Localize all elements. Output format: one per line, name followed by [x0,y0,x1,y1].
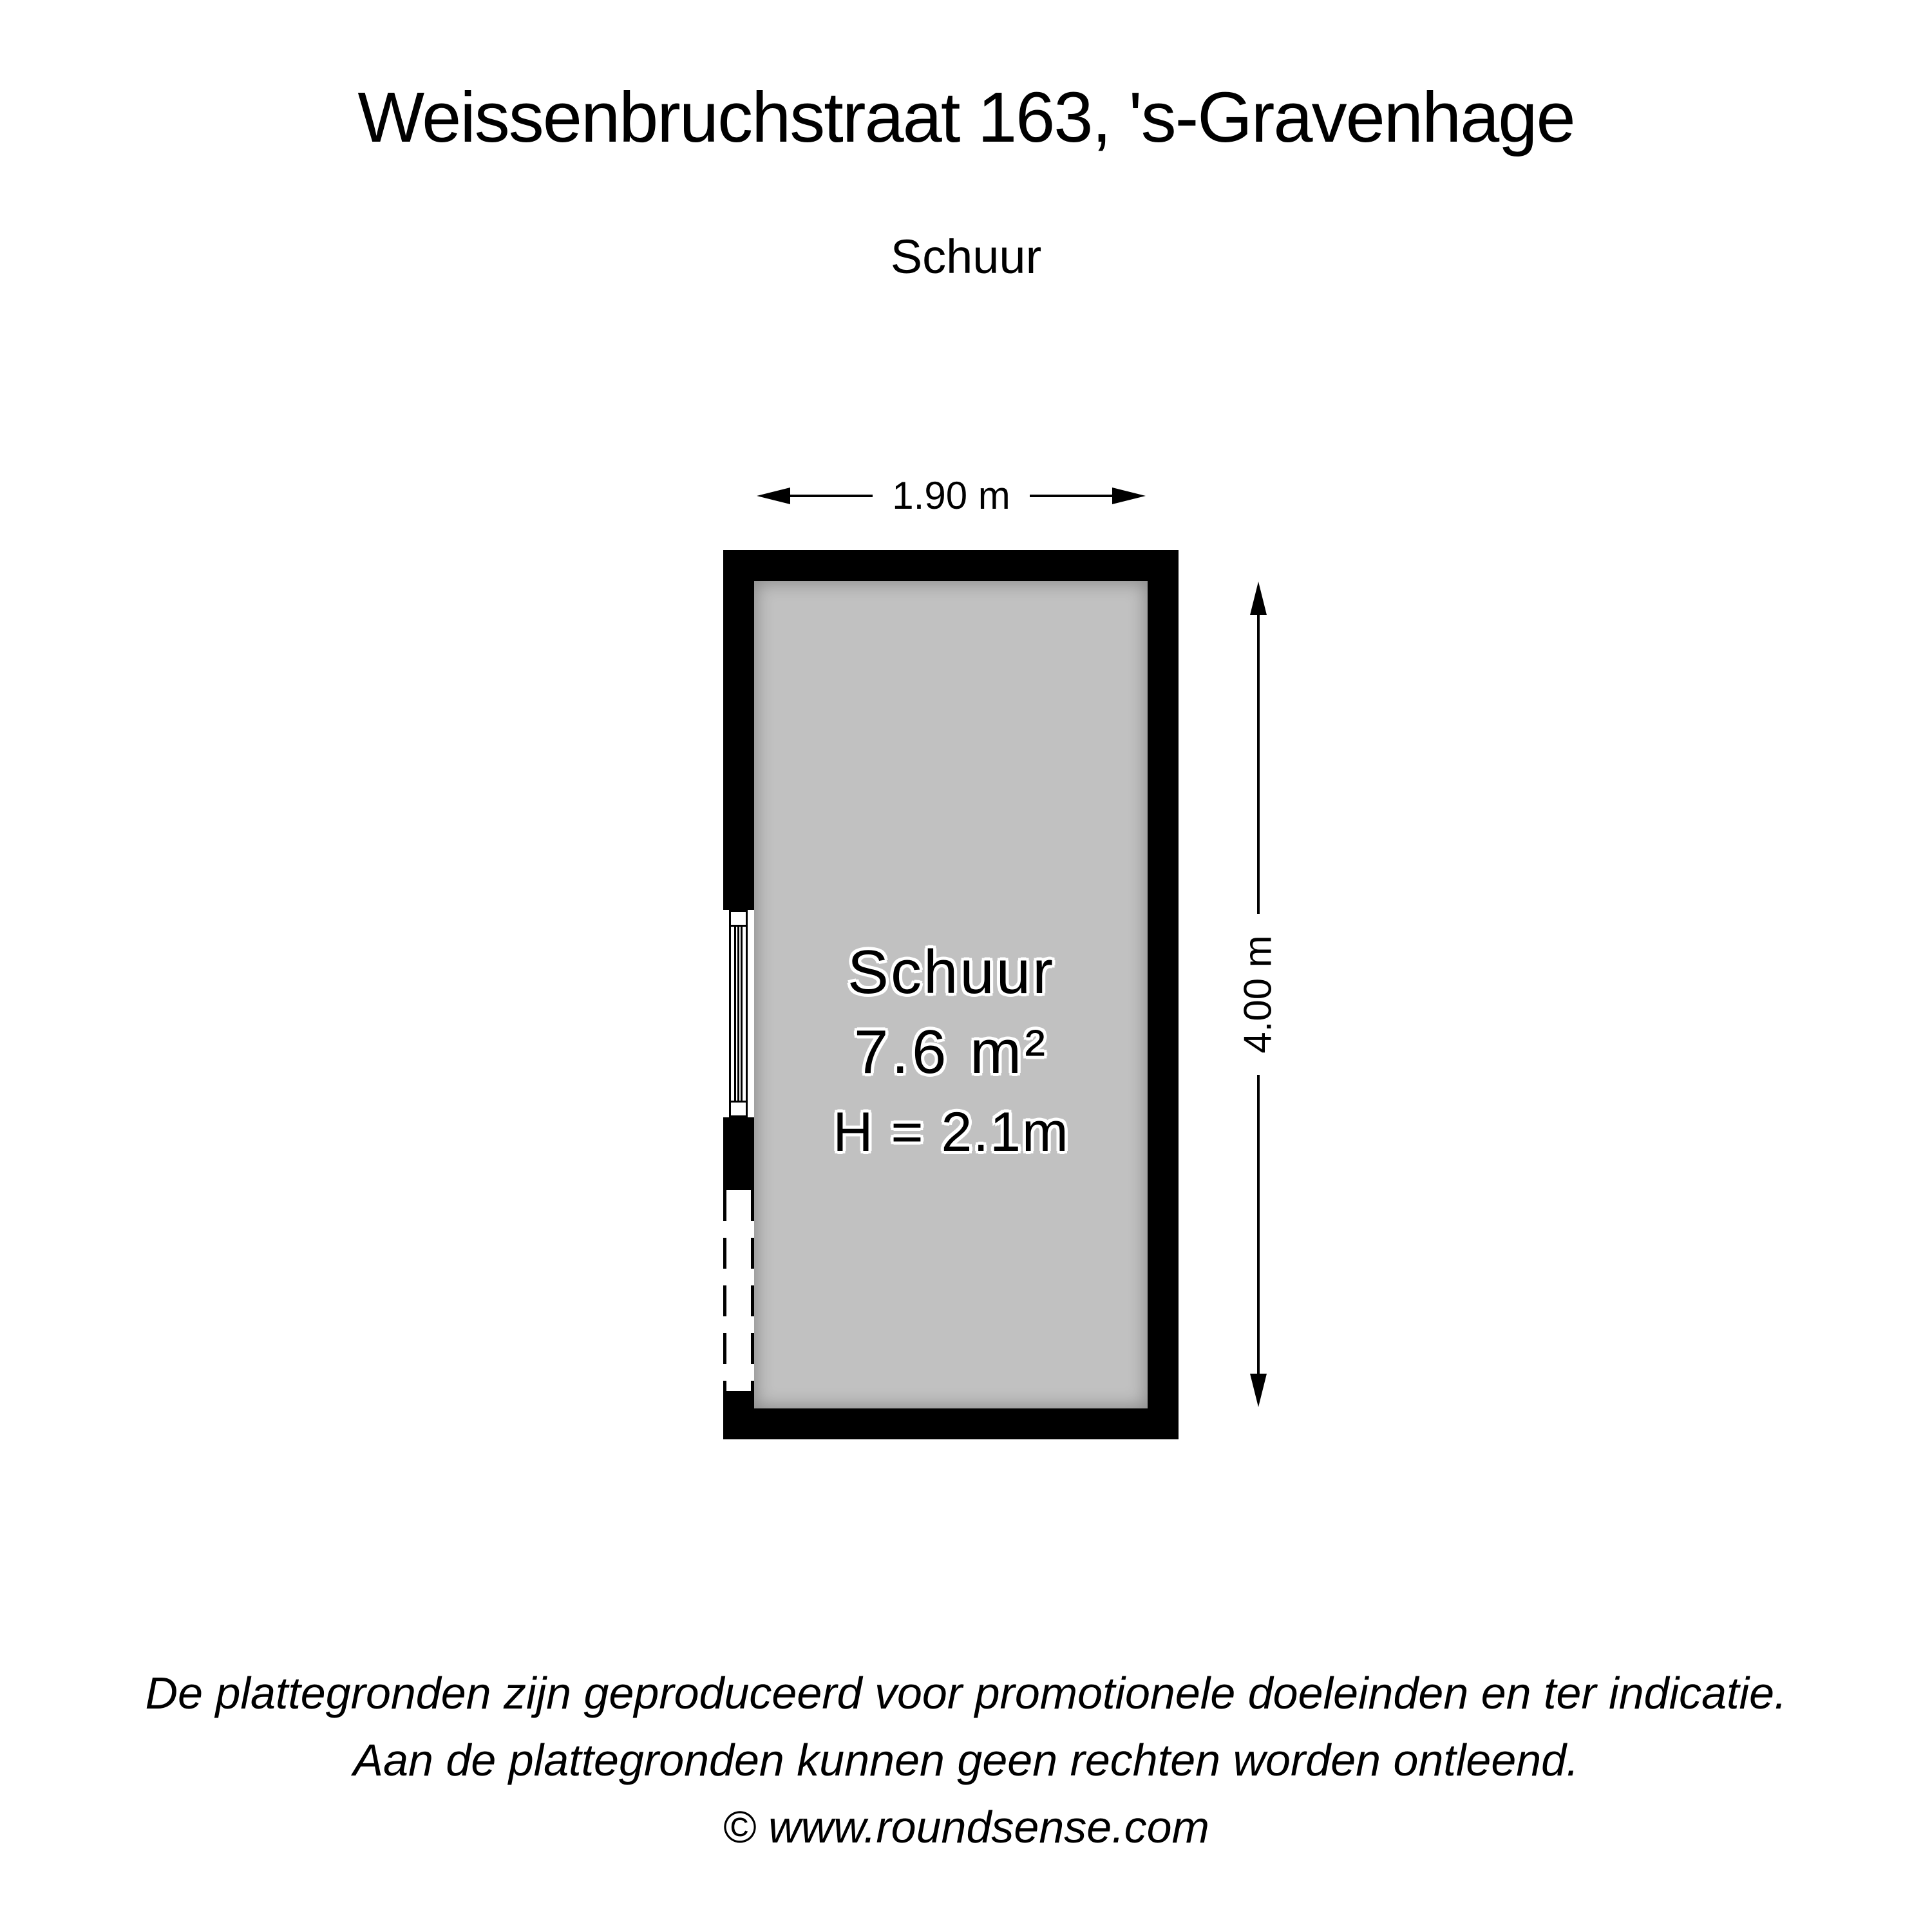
arrow-up-icon [1250,582,1267,615]
room-height-label: H = 2.1m [833,1101,1070,1163]
window-cap-bottom [731,1101,746,1115]
arrow-down-icon [1250,1374,1267,1407]
door-jamb-dashed-line [751,1190,754,1391]
height-dimension [1238,582,1279,1407]
width-dimension-label: 1.90 m [892,474,1010,517]
dimension-line [790,495,873,497]
room-label [833,933,1069,1172]
footer-line-2: Aan de plattegronden kunnen geen rechten worden ontleend. [353,1735,1579,1785]
height-dimension-label-box [1199,914,1317,1075]
door-opening-symbol [723,1190,754,1391]
window-symbol [723,910,754,1117]
window-cap-top [731,912,746,927]
window-mullion [741,926,743,1101]
dimension-line [1257,615,1260,914]
arrow-left-icon [757,488,790,504]
door-jamb-dashed-line [723,1190,726,1391]
page-title: Weissenbruchstraat 163, 's-Gravenhage [357,78,1575,157]
room-area-label: 7.6 m² [853,1018,1049,1086]
window-mullion [734,926,736,1101]
window-frame-icon [729,910,748,1117]
footer-line-1: De plattegronden zijn geproduceerd voor promotionele doeleinden en ter indicatie. [145,1668,1787,1718]
dimension-line [1030,495,1112,497]
dimension-line [1257,1075,1260,1374]
plan-subtitle: Schuur [890,230,1042,283]
window-mullion [737,926,739,1101]
footer-disclaimer [0,1660,1932,1861]
room-name-label: Schuur [847,938,1056,1007]
arrow-right-icon [1112,488,1146,504]
height-dimension-label: 4.00 m [1236,935,1280,1054]
width-dimension [757,475,1146,516]
footer-line-3: © www.roundsense.com [723,1802,1209,1852]
